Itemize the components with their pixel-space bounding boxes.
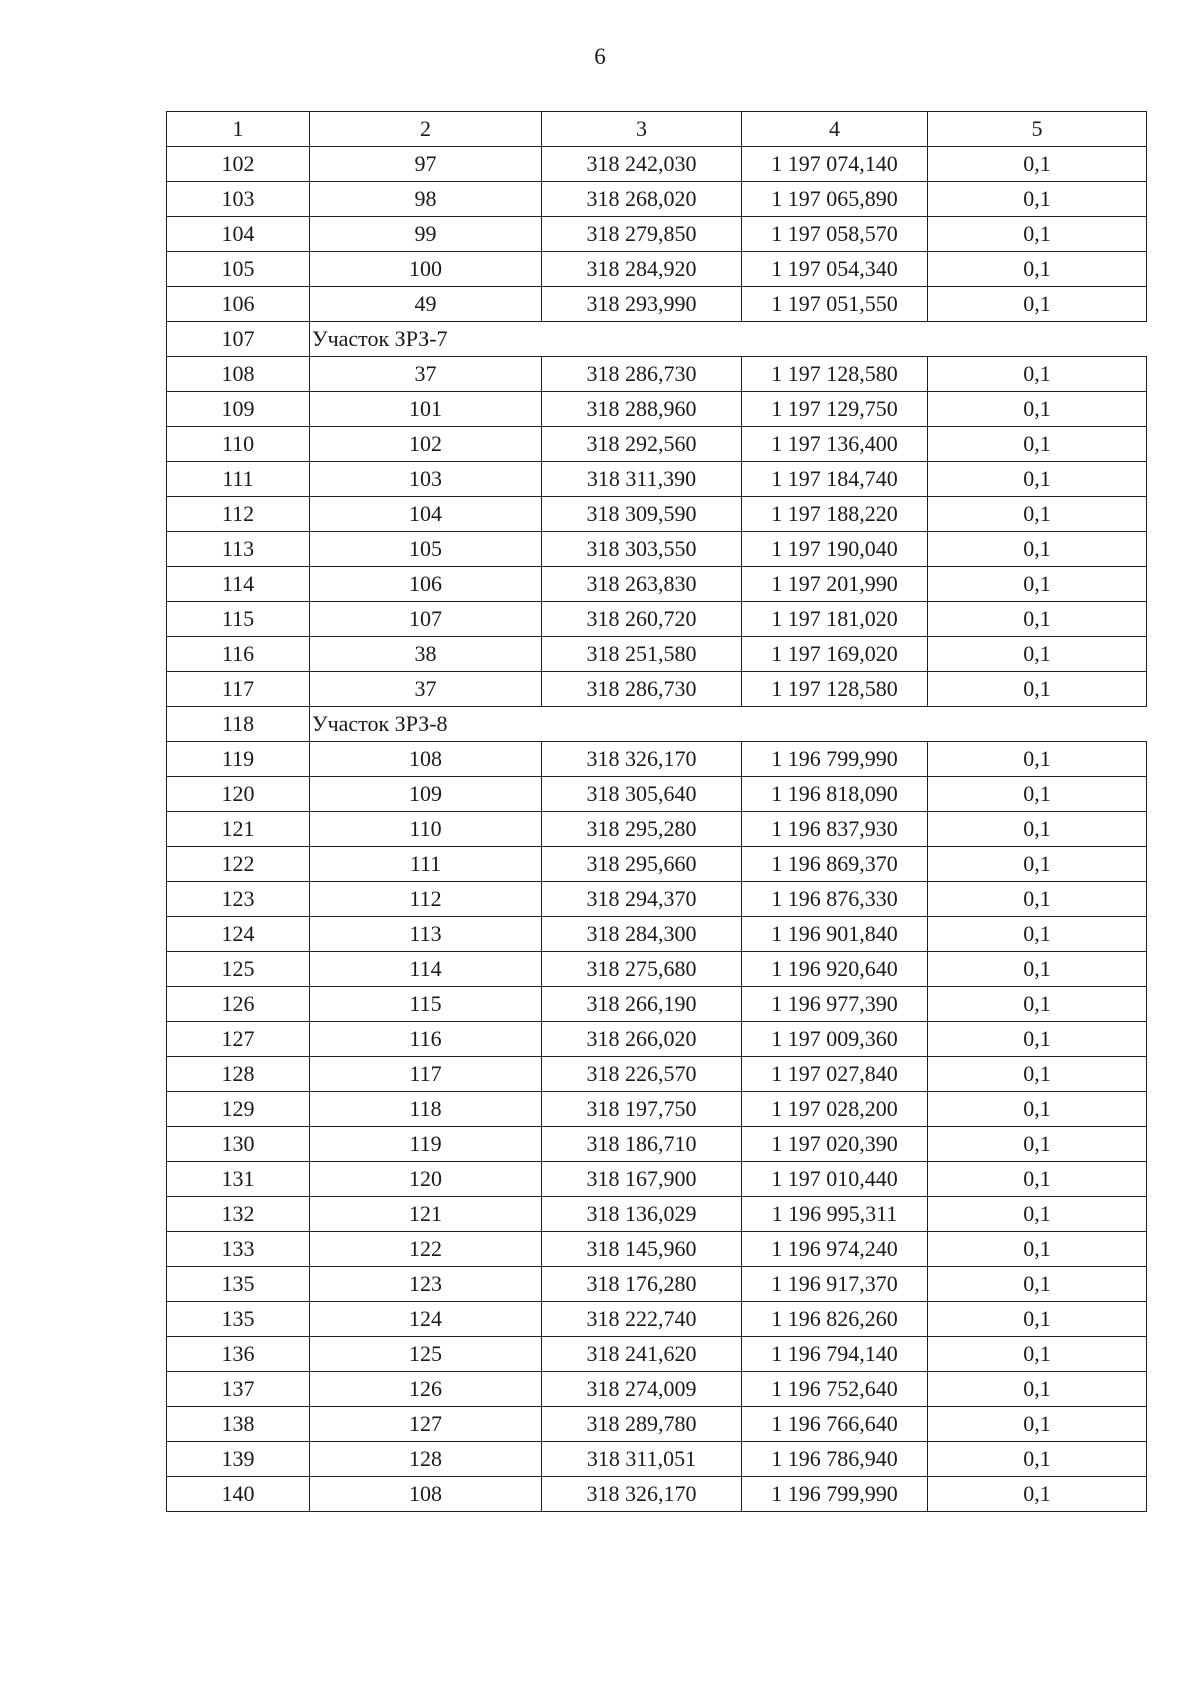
- table-cell: 106: [167, 287, 310, 322]
- table-cell: 318 326,170: [542, 1477, 742, 1512]
- table-cell: 1 196 799,990: [742, 1477, 928, 1512]
- table-row: [167, 392, 1147, 427]
- table-cell: 318 279,850: [542, 217, 742, 252]
- table-cell: 0,1: [928, 1232, 1147, 1267]
- table-cell: 1 197 009,360: [742, 1022, 928, 1057]
- table-cell: 1 196 869,370: [742, 847, 928, 882]
- table-cell: 318 242,030: [542, 147, 742, 182]
- table-cell: 111: [167, 462, 310, 497]
- table-row: [167, 637, 1147, 672]
- table-row: [167, 252, 1147, 287]
- table-cell: 108: [310, 742, 542, 777]
- table-cell: 318 289,780: [542, 1407, 742, 1442]
- table-cell: 101: [310, 392, 542, 427]
- table-cell: 1 196 752,640: [742, 1372, 928, 1407]
- table-cell: 133: [167, 1232, 310, 1267]
- table-cell: 124: [167, 917, 310, 952]
- table-cell: 99: [310, 217, 542, 252]
- table-cell: 318 145,960: [542, 1232, 742, 1267]
- table-cell: 1 197 020,390: [742, 1127, 928, 1162]
- table-row: [167, 602, 1147, 637]
- table-cell: 120: [310, 1162, 542, 1197]
- table-cell: 318 292,560: [542, 427, 742, 462]
- table-cell: 318 136,029: [542, 1197, 742, 1232]
- table-row: [167, 847, 1147, 882]
- table-cell: 118: [310, 1092, 542, 1127]
- table-cell: 1 197 054,340: [742, 252, 928, 287]
- header-cell: 5: [928, 112, 1147, 147]
- table-cell: 1 196 876,330: [742, 882, 928, 917]
- table-cell: 137: [167, 1372, 310, 1407]
- table-cell: 1 197 058,570: [742, 217, 928, 252]
- table-cell: 0,1: [928, 1267, 1147, 1302]
- table-cell: 97: [310, 147, 542, 182]
- table-cell: 318 222,740: [542, 1302, 742, 1337]
- table-cell: 139: [167, 1442, 310, 1477]
- table-cell: 129: [167, 1092, 310, 1127]
- table-cell: 1 196 974,240: [742, 1232, 928, 1267]
- table-cell: 0,1: [928, 602, 1147, 637]
- table-cell: 0,1: [928, 427, 1147, 462]
- table-cell: 115: [167, 602, 310, 637]
- table-cell: 318 266,190: [542, 987, 742, 1022]
- table-row: [167, 1407, 1147, 1442]
- table-cell: 318 241,620: [542, 1337, 742, 1372]
- table-cell: 318 266,020: [542, 1022, 742, 1057]
- table-cell: 318 303,550: [542, 532, 742, 567]
- table-row: [167, 182, 1147, 217]
- table-cell: 1 197 010,440: [742, 1162, 928, 1197]
- table-cell: 1 197 136,400: [742, 427, 928, 462]
- table-cell: 318 284,300: [542, 917, 742, 952]
- table-cell: 107: [310, 602, 542, 637]
- table-row: [167, 1057, 1147, 1092]
- table-cell: 1 196 818,090: [742, 777, 928, 812]
- table-body: [167, 112, 1147, 1512]
- table-cell: 0,1: [928, 847, 1147, 882]
- table-cell: 127: [310, 1407, 542, 1442]
- table-cell: 113: [167, 532, 310, 567]
- table-row: [167, 742, 1147, 777]
- row-number-cell: 107: [167, 322, 310, 357]
- table-row: [167, 1477, 1147, 1512]
- table-cell: 1 196 826,260: [742, 1302, 928, 1337]
- table-cell: 318 284,920: [542, 252, 742, 287]
- table-cell: 318 176,280: [542, 1267, 742, 1302]
- table-cell: 0,1: [928, 1477, 1147, 1512]
- table-cell: 114: [167, 567, 310, 602]
- table-row: [167, 1232, 1147, 1267]
- table-cell: 132: [167, 1197, 310, 1232]
- table-cell: 108: [167, 357, 310, 392]
- table-cell: 318 326,170: [542, 742, 742, 777]
- table-cell: 318 186,710: [542, 1127, 742, 1162]
- table-cell: 0,1: [928, 287, 1147, 322]
- table-cell: 128: [310, 1442, 542, 1477]
- table-cell: 1 196 920,640: [742, 952, 928, 987]
- table-row: [167, 532, 1147, 567]
- table-cell: 318 293,990: [542, 287, 742, 322]
- table-cell: 318 260,720: [542, 602, 742, 637]
- table-cell: 0,1: [928, 777, 1147, 812]
- table-cell: 318 305,640: [542, 777, 742, 812]
- table-cell: 116: [167, 637, 310, 672]
- table-cell: 120: [167, 777, 310, 812]
- header-cell: 4: [742, 112, 928, 147]
- table-cell: 126: [167, 987, 310, 1022]
- table-cell: 1 197 190,040: [742, 532, 928, 567]
- table-cell: 131: [167, 1162, 310, 1197]
- table-row: [167, 462, 1147, 497]
- table-cell: 104: [167, 217, 310, 252]
- table-cell: 0,1: [928, 1372, 1147, 1407]
- table-cell: 0,1: [928, 987, 1147, 1022]
- table-row: [167, 427, 1147, 462]
- header-cell: 3: [542, 112, 742, 147]
- table-cell: 38: [310, 637, 542, 672]
- table-row: [167, 1302, 1147, 1337]
- header-cell: 2: [310, 112, 542, 147]
- table-row: [167, 812, 1147, 847]
- table-cell: 0,1: [928, 182, 1147, 217]
- table-cell: 0,1: [928, 1092, 1147, 1127]
- table-cell: 108: [310, 1477, 542, 1512]
- table-cell: 0,1: [928, 1022, 1147, 1057]
- row-number-cell: 118: [167, 707, 310, 742]
- table-cell: 122: [310, 1232, 542, 1267]
- table-cell: 0,1: [928, 567, 1147, 602]
- table-cell: 49: [310, 287, 542, 322]
- table-row: [167, 1372, 1147, 1407]
- table-cell: 130: [167, 1127, 310, 1162]
- table-cell: 0,1: [928, 882, 1147, 917]
- table-row: [167, 952, 1147, 987]
- table-cell: 0,1: [928, 1127, 1147, 1162]
- coordinates-table: [166, 111, 1147, 1512]
- table-cell: 0,1: [928, 217, 1147, 252]
- table-cell: 114: [310, 952, 542, 987]
- table-row: [167, 497, 1147, 532]
- table-cell: 0,1: [928, 1057, 1147, 1092]
- table-cell: 1 197 201,990: [742, 567, 928, 602]
- table-cell: 0,1: [928, 497, 1147, 532]
- table-cell: 110: [310, 812, 542, 847]
- table-cell: 100: [310, 252, 542, 287]
- table-cell: 104: [310, 497, 542, 532]
- table-cell: 1 196 837,930: [742, 812, 928, 847]
- table-cell: 105: [310, 532, 542, 567]
- table-cell: 123: [167, 882, 310, 917]
- table-cell: 318 311,051: [542, 1442, 742, 1477]
- table-cell: 119: [310, 1127, 542, 1162]
- table-cell: 0,1: [928, 147, 1147, 182]
- table-row: [167, 1022, 1147, 1057]
- table-cell: 318 286,730: [542, 357, 742, 392]
- table-cell: 318 309,590: [542, 497, 742, 532]
- table-cell: 318 295,660: [542, 847, 742, 882]
- table-cell: 102: [310, 427, 542, 462]
- table-row: [167, 217, 1147, 252]
- table-cell: 1 197 051,550: [742, 287, 928, 322]
- table-cell: 102: [167, 147, 310, 182]
- table-cell: 119: [167, 742, 310, 777]
- table-cell: 0,1: [928, 1302, 1147, 1337]
- table-cell: 1 197 169,020: [742, 637, 928, 672]
- table-cell: 125: [167, 952, 310, 987]
- table-cell: 0,1: [928, 532, 1147, 567]
- table-cell: 1 197 128,580: [742, 357, 928, 392]
- table-cell: 1 197 181,020: [742, 602, 928, 637]
- table-cell: 113: [310, 917, 542, 952]
- table-cell: 110: [167, 427, 310, 462]
- table-row: [167, 287, 1147, 322]
- table-cell: 122: [167, 847, 310, 882]
- table-cell: 318 268,020: [542, 182, 742, 217]
- table-cell: 109: [310, 777, 542, 812]
- table-cell: 126: [310, 1372, 542, 1407]
- table-cell: 103: [167, 182, 310, 217]
- table-cell: 0,1: [928, 1197, 1147, 1232]
- table-cell: 0,1: [928, 672, 1147, 707]
- table-cell: 318 311,390: [542, 462, 742, 497]
- table-row: [167, 1267, 1147, 1302]
- section-title: Участок ЗРЗ-7: [310, 322, 1147, 357]
- table-cell: 117: [310, 1057, 542, 1092]
- header-row: [167, 112, 1147, 147]
- table-cell: 135: [167, 1302, 310, 1337]
- table-cell: 0,1: [928, 1407, 1147, 1442]
- table-row: [167, 1197, 1147, 1232]
- table-cell: 109: [167, 392, 310, 427]
- table-cell: 1 196 977,390: [742, 987, 928, 1022]
- table-cell: 318 286,730: [542, 672, 742, 707]
- table-cell: 128: [167, 1057, 310, 1092]
- table-cell: 318 275,680: [542, 952, 742, 987]
- table-row: [167, 1092, 1147, 1127]
- table-cell: 116: [310, 1022, 542, 1057]
- table-cell: 0,1: [928, 812, 1147, 847]
- table-cell: 106: [310, 567, 542, 602]
- table-cell: 1 196 794,140: [742, 1337, 928, 1372]
- table-cell: 37: [310, 357, 542, 392]
- table-cell: 318 263,830: [542, 567, 742, 602]
- table-row: [167, 917, 1147, 952]
- table-cell: 0,1: [928, 462, 1147, 497]
- table-cell: 0,1: [928, 637, 1147, 672]
- table-cell: 0,1: [928, 1162, 1147, 1197]
- table-cell: 98: [310, 182, 542, 217]
- table-cell: 1 197 128,580: [742, 672, 928, 707]
- table-row: [167, 1337, 1147, 1372]
- table-row: [167, 672, 1147, 707]
- table-row: [167, 882, 1147, 917]
- table-cell: 0,1: [928, 1337, 1147, 1372]
- table-cell: 121: [167, 812, 310, 847]
- table-cell: 0,1: [928, 1442, 1147, 1477]
- table-cell: 0,1: [928, 392, 1147, 427]
- table-cell: 318 167,900: [542, 1162, 742, 1197]
- table-cell: 318 288,960: [542, 392, 742, 427]
- table-cell: 1 197 129,750: [742, 392, 928, 427]
- table-cell: 112: [167, 497, 310, 532]
- table-cell: 318 294,370: [542, 882, 742, 917]
- table-cell: 123: [310, 1267, 542, 1302]
- table-cell: 1 196 766,640: [742, 1407, 928, 1442]
- table-row: [167, 1127, 1147, 1162]
- table-row: [167, 1162, 1147, 1197]
- table-cell: 1 196 995,311: [742, 1197, 928, 1232]
- table-cell: 0,1: [928, 252, 1147, 287]
- table-cell: 124: [310, 1302, 542, 1337]
- table-cell: 140: [167, 1477, 310, 1512]
- table-cell: 115: [310, 987, 542, 1022]
- table-cell: 1 197 065,890: [742, 182, 928, 217]
- page-number: 6: [594, 44, 606, 69]
- table-cell: 135: [167, 1267, 310, 1302]
- table-cell: 105: [167, 252, 310, 287]
- table-cell: 1 196 799,990: [742, 742, 928, 777]
- section-row: [167, 707, 1147, 742]
- table-cell: 0,1: [928, 357, 1147, 392]
- table-cell: 1 197 188,220: [742, 497, 928, 532]
- table-cell: 121: [310, 1197, 542, 1232]
- table-row: [167, 1442, 1147, 1477]
- section-row: [167, 322, 1147, 357]
- table-cell: 0,1: [928, 952, 1147, 987]
- table-cell: 112: [310, 882, 542, 917]
- header-cell: 1: [167, 112, 310, 147]
- table-cell: 0,1: [928, 742, 1147, 777]
- table-cell: 125: [310, 1337, 542, 1372]
- table-cell: 1 197 027,840: [742, 1057, 928, 1092]
- table-row: [167, 567, 1147, 602]
- table-cell: 1 196 786,940: [742, 1442, 928, 1477]
- table-cell: 103: [310, 462, 542, 497]
- table-cell: 138: [167, 1407, 310, 1442]
- table-row: [167, 777, 1147, 812]
- table-cell: 37: [310, 672, 542, 707]
- table-cell: 318 226,570: [542, 1057, 742, 1092]
- table-cell: 318 197,750: [542, 1092, 742, 1127]
- table-cell: 111: [310, 847, 542, 882]
- section-title: Участок ЗРЗ-8: [310, 707, 1147, 742]
- table-cell: 117: [167, 672, 310, 707]
- table-cell: 1 197 028,200: [742, 1092, 928, 1127]
- table-cell: 136: [167, 1337, 310, 1372]
- table-cell: 318 295,280: [542, 812, 742, 847]
- table-cell: 1 197 074,140: [742, 147, 928, 182]
- table-cell: 1 197 184,740: [742, 462, 928, 497]
- table-row: [167, 357, 1147, 392]
- table-cell: 127: [167, 1022, 310, 1057]
- table-cell: 1 196 917,370: [742, 1267, 928, 1302]
- table-row: [167, 987, 1147, 1022]
- table-cell: 318 274,009: [542, 1372, 742, 1407]
- table-cell: 0,1: [928, 917, 1147, 952]
- table-row: [167, 147, 1147, 182]
- table-cell: 318 251,580: [542, 637, 742, 672]
- table-cell: 1 196 901,840: [742, 917, 928, 952]
